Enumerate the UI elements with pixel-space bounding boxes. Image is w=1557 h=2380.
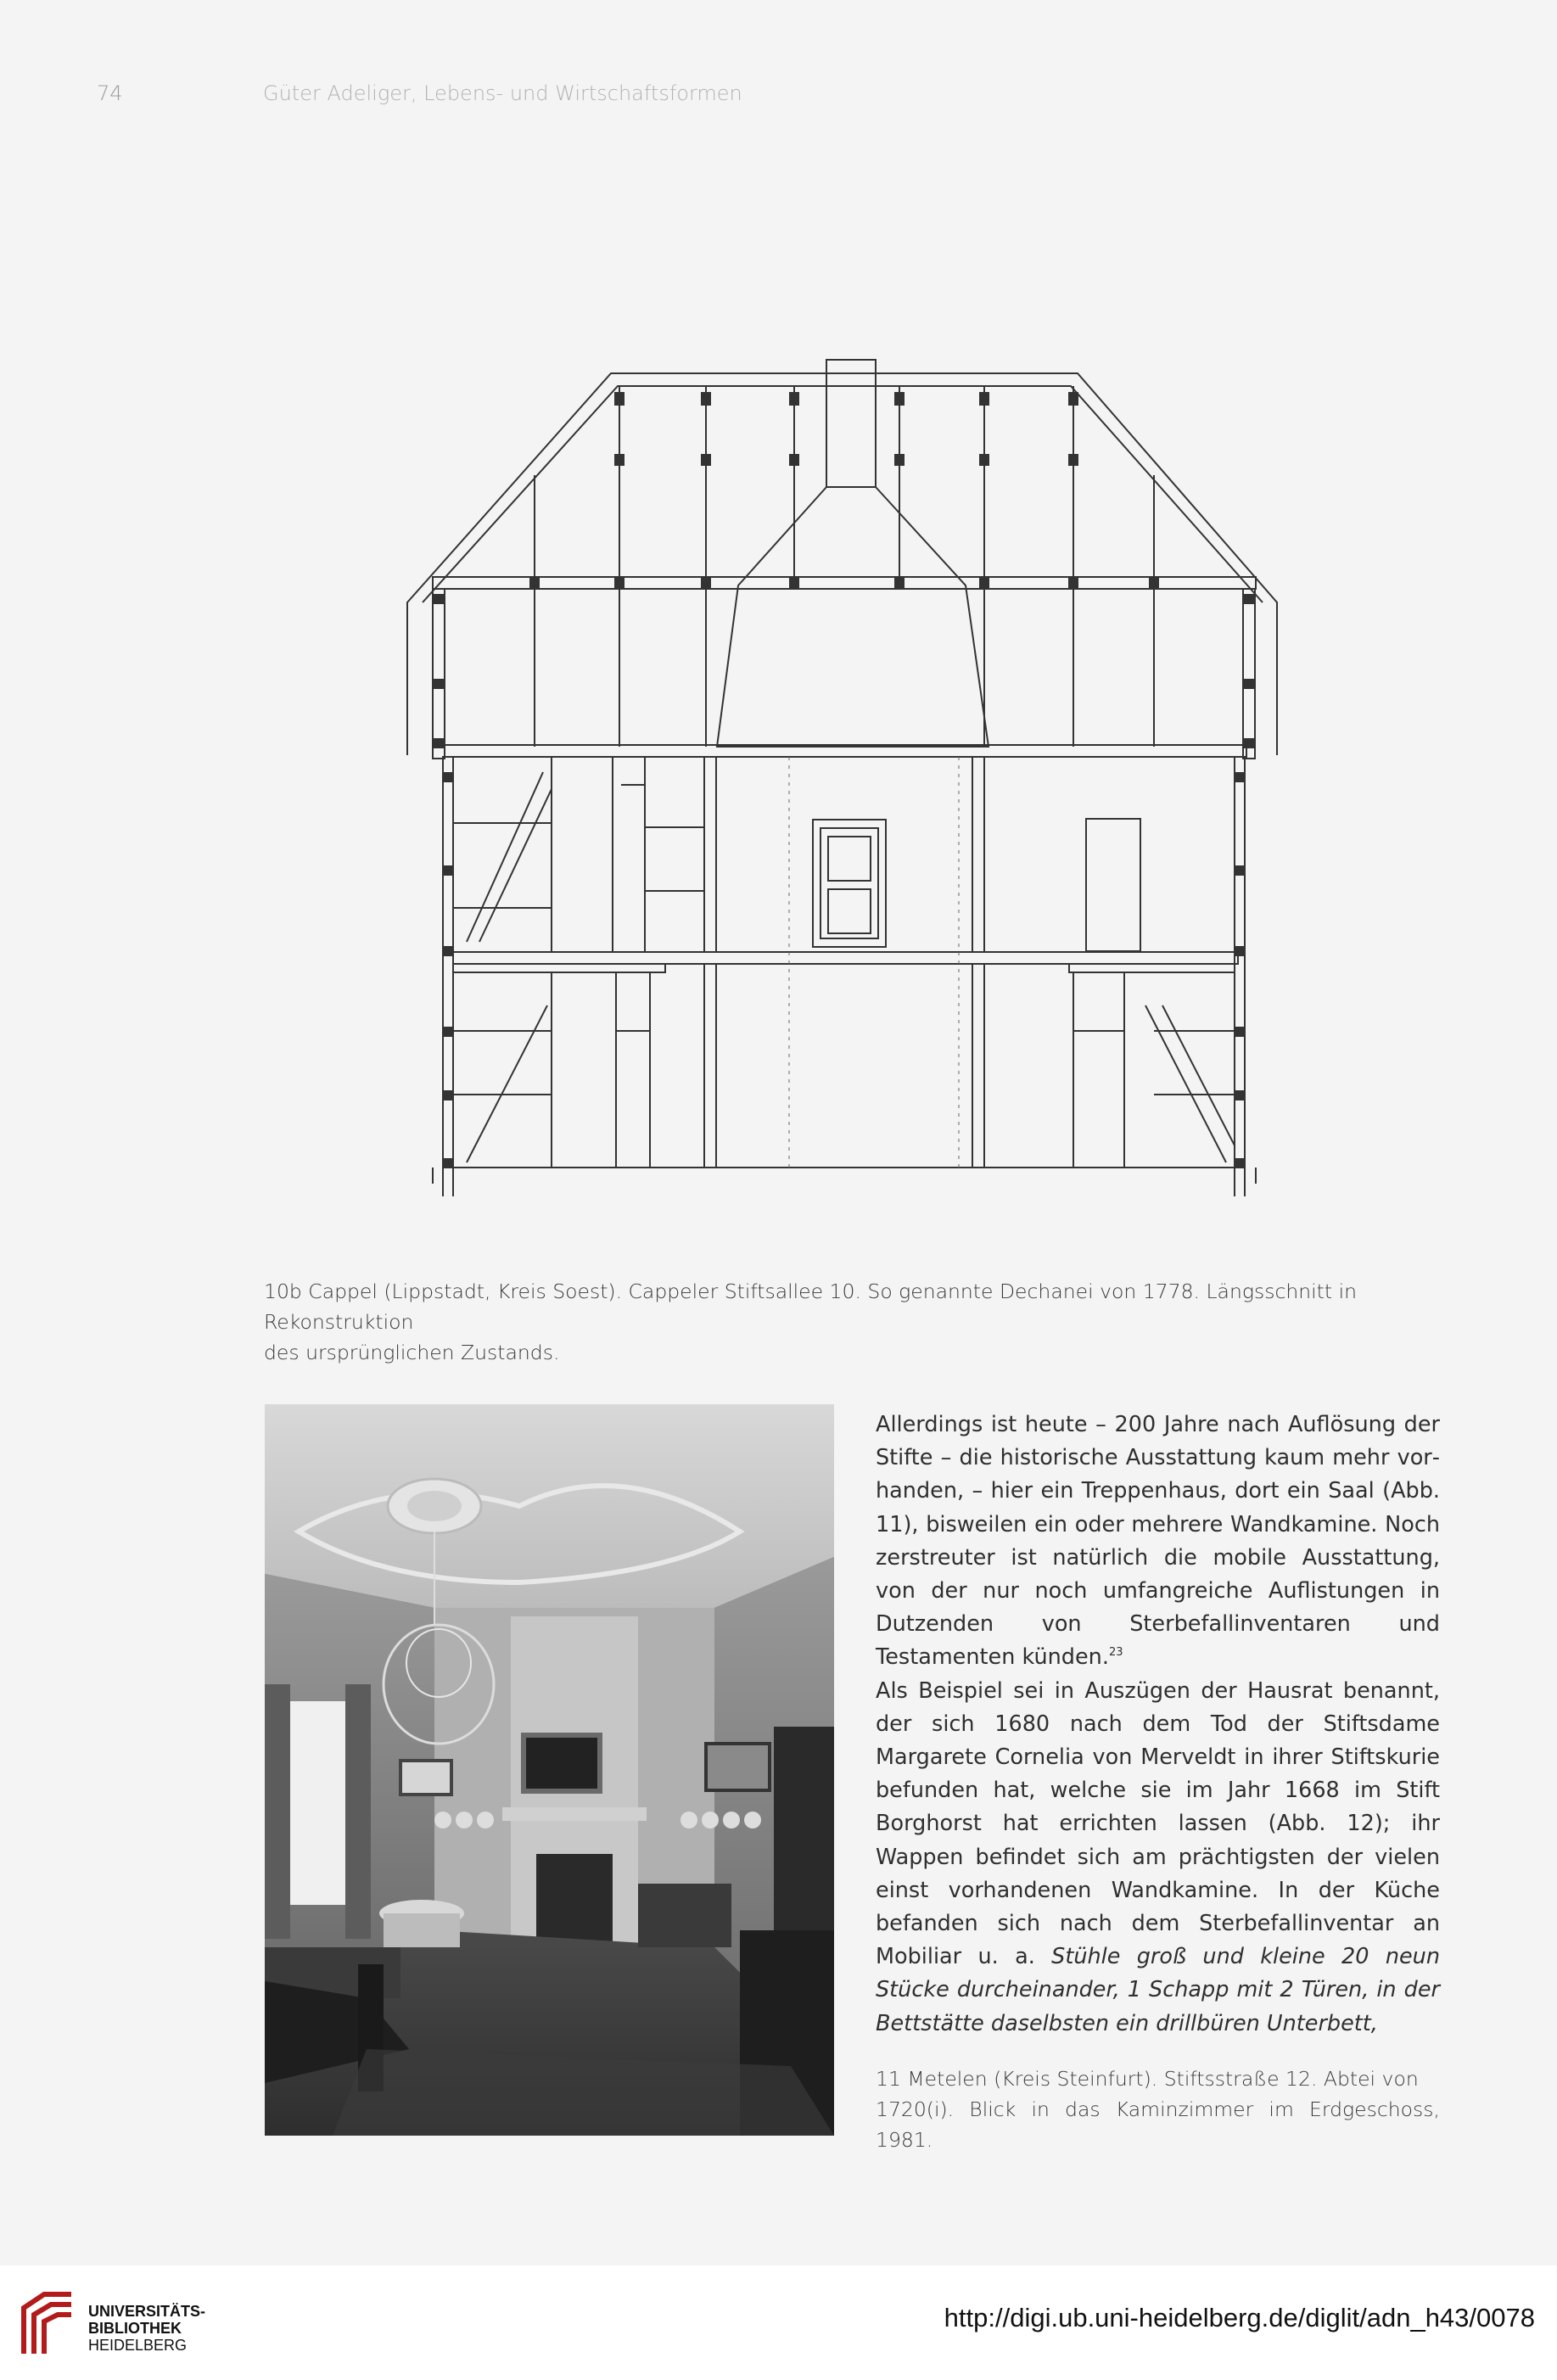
- body-text: [876, 1408, 1440, 2041]
- hearth-hood: [717, 487, 989, 747]
- footnote-marker: 23: [1108, 1646, 1123, 1660]
- figure-11-caption: [876, 2064, 1440, 2156]
- longitudinal-section-drawing: [399, 348, 1290, 1196]
- figure-10b-caption-line: des ursprünglichen Zustands.: [264, 1340, 560, 1364]
- library-name: [88, 2303, 205, 2354]
- document-url[interactable]: http://digi.ub.uni-heidelberg.de/diglit/adn_h43/0078: [944, 2303, 1535, 2332]
- figure-11-caption-line: 11 Metelen (Kreis Steinfurt). Stiftsstraße 12. Abtei von: [876, 2067, 1419, 2091]
- roof-outline: [407, 373, 1277, 755]
- paragraph: [876, 1675, 1440, 2041]
- chimney: [826, 360, 876, 487]
- library-logo-icon: [19, 2291, 76, 2359]
- ground-floor-beam: [453, 952, 1238, 964]
- figure-10b-caption-line: 10b Cappel (Lippstadt, Kreis Soest). Cappeler Stiftsallee 10. So genannte Dechanei von 1778. Längsschnitt in Rekonstruktion: [264, 1280, 1358, 1334]
- paragraph-text: Allerdings ist heute – 200 Jahre nach Auflösung der Stifte – die historische Ausstattung kaum mehr vorhanden, – hier ein Treppenhaus, dort ein Saal (Abb. 11), bisweilen ein oder mehrere Wandkamine. Noch zerstreuter ist natürlich die mobile Ausstattung, von der nur noch umfangreiche Auflistungen in Dutzenden von Sterbefallinventaren und Testamenten künden.: [876, 1412, 1440, 1671]
- running-title: Güter Adeliger, Lebens- und Wirtschaftsformen: [263, 81, 742, 105]
- inventory-quote: Stühle groß und kleine 20 neun Stücke durcheinander, 1 Schapp mit 2 Türen, in der Bettstätte daselbsten ein drillbüren Unterbett,: [876, 1944, 1440, 2036]
- upper-floor-door: [813, 820, 886, 947]
- library-name-line: UNIVERSITÄTS-: [88, 2303, 206, 2320]
- viewer-footer: [0, 2265, 1557, 2380]
- paragraph: [876, 1408, 1440, 1675]
- page-number: 74: [97, 81, 123, 105]
- paragraph-text: Als Beispiel sei in Auszügen der Hausrat benannt, der sich 1680 nach dem Tod der Stiftsdame Margarete Cornelia von Merveldt in ihrer Stiftskurie befunden hat, welche sie im Jahr 1668 im Stift Borghorst hat errichten lassen (Abb. 12); ihr Wappen befindet sich am prächtigsten der vielen einst vorhandenen Wandkamine. In der Küche befanden sich nach dem Sterbefallinventar an Mobiliar u. a.: [876, 1677, 1440, 1970]
- library-name-line: HEIDELBERG: [88, 2337, 188, 2354]
- figure-11-caption-line: 1720(i). Blick in das Kaminzimmer im Erdgeschoss, 1981.: [876, 2097, 1440, 2152]
- library-name-line: BIBLIOTHEK: [88, 2320, 182, 2337]
- figure-10b-caption: [264, 1277, 1439, 1369]
- room-photograph: [265, 1404, 834, 2136]
